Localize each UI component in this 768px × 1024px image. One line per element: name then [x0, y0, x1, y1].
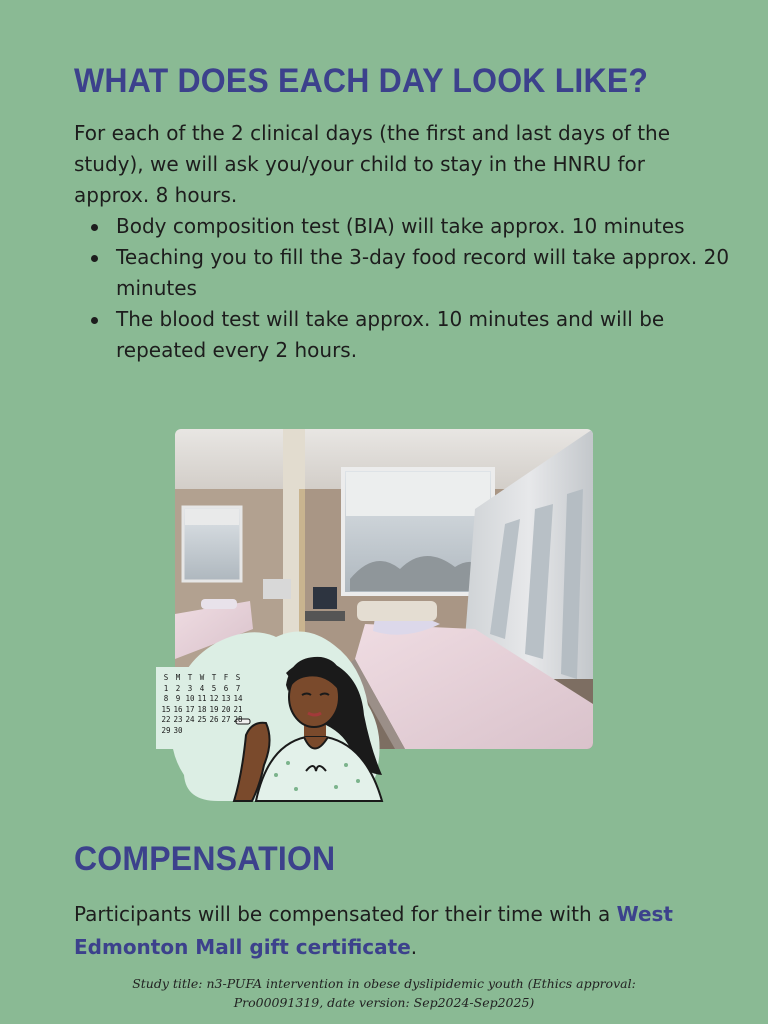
- calendar-day: F: [223, 673, 229, 682]
- gift-certificate-highlight: West Edmonton Mall gift certificate: [74, 902, 673, 959]
- calendar-date: 7: [235, 683, 241, 693]
- calendar-date: 15: [161, 704, 171, 714]
- calendar-day: T: [187, 673, 193, 682]
- calendar-date: 29: [161, 725, 171, 735]
- calendar-date: 28: [233, 715, 243, 724]
- calendar-date: 11: [197, 694, 207, 703]
- compensation-heading: COMPENSATION: [74, 838, 336, 878]
- calendar-day: S: [163, 673, 169, 682]
- calendar-date: 3: [187, 683, 193, 693]
- calendar-day: W: [199, 673, 205, 682]
- calendar-date: 8: [163, 694, 169, 703]
- footer-line-1: Study title: n3-PUFA intervention in obese dyslipidemic youth (Ethics approval:: [132, 976, 636, 991]
- calendar-date: 20: [221, 704, 231, 714]
- calendar-date: 22: [161, 715, 171, 724]
- calendar-day: M: [175, 673, 181, 682]
- calendar-weekdays: [160, 673, 244, 684]
- footer-line-2: Pro00091319, date version: Sep2024-Sep2025): [233, 995, 535, 1010]
- calendar-date: 17: [185, 704, 195, 714]
- calendar-date: 23: [173, 715, 183, 724]
- calendar-date: 12: [209, 694, 219, 703]
- calendar-week: [160, 694, 244, 705]
- calendar-date: 13: [221, 694, 231, 703]
- list-item: The blood test will take approx. 10 minutes and will be repeated every 2 hours.: [116, 304, 736, 366]
- schedule-list: [74, 211, 736, 366]
- page-title: WHAT DOES EACH DAY LOOK LIKE?: [74, 60, 649, 100]
- calendar-day: S: [235, 673, 241, 682]
- list-item: Teaching you to fill the 3-day food record will take approx. 20 minutes: [116, 242, 736, 304]
- calendar-week: [160, 705, 244, 716]
- calendar-week: [160, 684, 244, 695]
- calendar-date: 14: [233, 694, 243, 703]
- compensation-text: [74, 898, 714, 964]
- calendar-date: 30: [173, 725, 183, 735]
- calendar-date: 21: [233, 704, 243, 714]
- calendar: [160, 673, 244, 736]
- calendar-date: 19: [209, 704, 219, 714]
- calendar-date: 16: [173, 704, 183, 714]
- calendar-week: [160, 715, 244, 726]
- calendar-week: [160, 726, 244, 737]
- calendar-date: 1: [163, 683, 169, 693]
- compensation-body: Participants will be compensated for their time with a: [74, 902, 617, 926]
- study-footer: [110, 974, 658, 1012]
- calendar-date: 2: [175, 683, 181, 693]
- calendar-date: 10: [185, 694, 195, 703]
- list-item: Body composition test (BIA) will take approx. 10 minutes: [116, 211, 736, 242]
- intro-paragraph: For each of the 2 clinical days (the first and last days of the study), we will ask you/your child to stay in the HNRU for approx. 8 hours.: [74, 121, 671, 207]
- calendar-date: 4: [199, 683, 205, 693]
- calendar-date: 26: [209, 715, 219, 724]
- woman-calendar-illustration: [156, 625, 388, 803]
- calendar-date: 18: [197, 704, 207, 714]
- calendar-date: 6: [223, 683, 229, 693]
- calendar-date: 5: [211, 683, 217, 693]
- calendar-date: 27: [221, 715, 231, 724]
- calendar-date: 25: [197, 715, 207, 724]
- compensation-end: .: [410, 935, 418, 959]
- calendar-day: T: [211, 673, 217, 682]
- calendar-date: 24: [185, 715, 195, 724]
- calendar-date: 9: [175, 694, 181, 703]
